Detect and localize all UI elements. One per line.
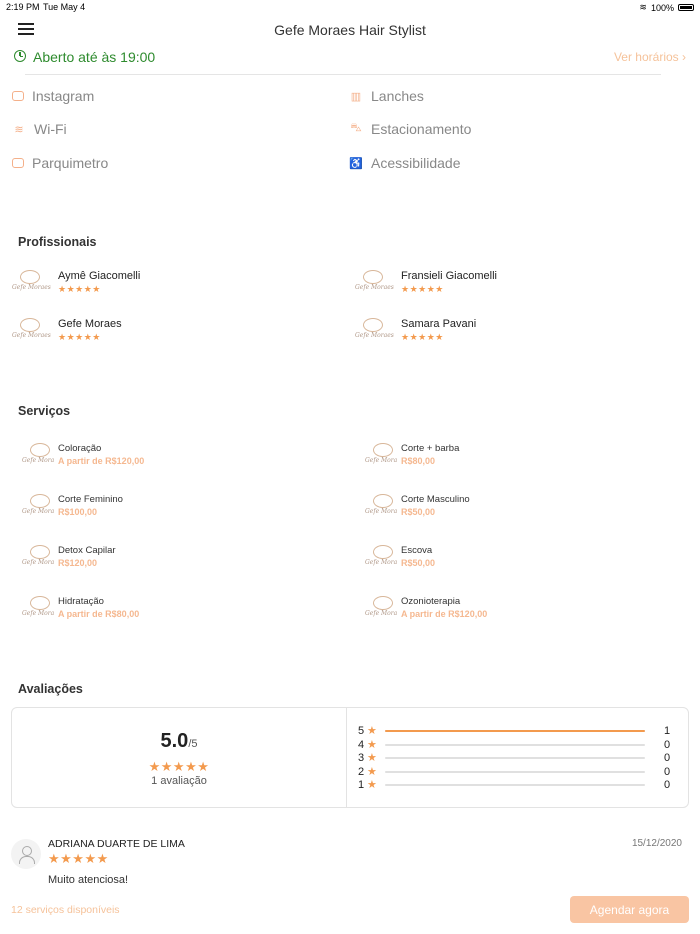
- amenity-parking-meter: Parquimetro: [12, 155, 108, 171]
- salon-logo: Gefe Moraes: [12, 318, 48, 344]
- nav-bar: [0, 14, 700, 46]
- professional-name: Samara Pavani: [401, 318, 477, 330]
- snacks-icon: ▥: [350, 90, 362, 103]
- rating-stars: ★★★★★: [148, 759, 210, 774]
- salon-logo: Gefe Mora: [365, 443, 401, 469]
- opening-hours: [14, 48, 686, 68]
- wifi-status-icon: ≋: [639, 2, 647, 12]
- service-name: Coloração: [58, 443, 102, 454]
- services-available-link[interactable]: 12 serviços disponíveis: [11, 904, 120, 916]
- rating-stars: ★★★★★: [401, 332, 444, 342]
- amenity-parking: ⛍ Estacionamento: [350, 121, 472, 137]
- professionals-title: Profissionais: [18, 235, 97, 249]
- review-date: 15/12/2020: [631, 838, 682, 849]
- service-price: R$50,00: [401, 558, 436, 568]
- amenity-accessibility: ♿ Acessibilidade: [349, 155, 461, 171]
- professional-name: Fransieli Giacomelli: [401, 270, 497, 282]
- status-time: 2:19 PM: [6, 2, 40, 12]
- star-icon: ★: [367, 779, 377, 791]
- rating-bar-2: 2 ★ 0: [358, 766, 671, 778]
- service-item[interactable]: [355, 494, 655, 524]
- service-item[interactable]: [355, 596, 655, 626]
- salon-logo: Gefe Moraes: [355, 318, 391, 344]
- service-item[interactable]: [355, 443, 655, 473]
- reviews-count: 1 avaliação: [151, 775, 207, 787]
- divider: [25, 74, 661, 75]
- amenity-instagram: Instagram: [12, 88, 94, 104]
- service-price: A partir de R$120,00: [401, 609, 488, 619]
- wallet-icon: [12, 158, 24, 168]
- professional-card[interactable]: [12, 270, 312, 300]
- service-item[interactable]: [12, 545, 312, 575]
- star-icon: ★: [367, 739, 377, 751]
- service-name: Ozonioterapia: [401, 596, 461, 607]
- salon-logo: Gefe Mora: [22, 443, 58, 469]
- see-hours-link[interactable]: Ver horários ›: [613, 50, 686, 64]
- amenity-snacks: ▥ Lanches: [350, 88, 424, 104]
- service-item[interactable]: [12, 596, 312, 626]
- service-price: R$80,00: [401, 456, 436, 466]
- rating-stars: ★★★★★: [58, 332, 101, 342]
- accessibility-icon: ♿: [349, 157, 363, 170]
- services-title: Serviços: [18, 404, 71, 418]
- service-price: R$120,00: [58, 558, 98, 568]
- rating-summary: [11, 707, 689, 808]
- car-icon: ⛍: [350, 122, 362, 134]
- ratings-title: Avaliações: [18, 682, 83, 696]
- salon-logo: Gefe Mora: [22, 494, 58, 520]
- service-name: Detox Capilar: [58, 545, 116, 556]
- clock-icon: [14, 50, 26, 62]
- salon-logo: Gefe Moraes: [355, 270, 391, 296]
- professional-name: Gefe Moraes: [58, 318, 122, 330]
- service-price: R$50,00: [401, 507, 436, 517]
- salon-logo: Gefe Mora: [365, 545, 401, 571]
- amenity-wifi: ≋ Wi-Fi: [12, 121, 67, 137]
- salon-logo: Gefe Moraes: [12, 270, 48, 296]
- rating-score-panel: [12, 708, 347, 807]
- salon-logo: Gefe Mora: [22, 596, 58, 622]
- rating-bar-1: 1 ★ 0: [358, 779, 671, 791]
- status-bar: [0, 0, 700, 14]
- service-item[interactable]: [355, 545, 655, 575]
- service-price: A partir de R$120,00: [58, 456, 145, 466]
- status-date: Tue May 4: [43, 2, 86, 12]
- wifi-icon: ≋: [14, 123, 24, 136]
- reviewer-name: ADRIANA DUARTE DE LIMA: [48, 838, 185, 850]
- avatar: [11, 839, 41, 869]
- rating-stars: ★★★★★: [58, 284, 101, 294]
- page-title: Gefe Moraes Hair Stylist: [274, 22, 426, 38]
- open-status: Aberto até às 19:00: [33, 49, 156, 65]
- instagram-icon: [12, 91, 24, 101]
- professional-card[interactable]: [12, 318, 312, 348]
- salon-logo: Gefe Mora: [365, 596, 401, 622]
- service-price: A partir de R$80,00: [58, 609, 140, 619]
- battery-percent: 100%: [650, 2, 674, 13]
- professional-name: Aymê Giacomelli: [58, 270, 141, 282]
- professional-card[interactable]: [355, 318, 655, 348]
- star-icon: ★: [367, 752, 377, 764]
- service-name: Corte Feminino: [58, 494, 123, 505]
- service-name: Corte Masculino: [401, 494, 470, 505]
- salon-logo: Gefe Mora: [365, 494, 401, 520]
- service-price: R$100,00: [58, 507, 98, 517]
- service-item[interactable]: [12, 443, 312, 473]
- rating-bar-3: 3 ★ 0: [358, 752, 671, 764]
- review-text: Muito atenciosa!: [48, 874, 129, 886]
- salon-logo: Gefe Mora: [22, 545, 58, 571]
- star-icon: ★: [367, 766, 377, 778]
- battery-icon: [678, 4, 694, 11]
- review-item: [11, 834, 691, 890]
- star-icon: ★: [367, 725, 377, 737]
- service-name: Corte + barba: [401, 443, 460, 454]
- service-name: Escova: [401, 545, 433, 556]
- service-name: Hidratação: [58, 596, 104, 607]
- rating-score: 5.0/5: [160, 730, 198, 752]
- rating-bar-5: 5 ★ 1: [358, 725, 671, 737]
- rating-stars: ★★★★★: [401, 284, 444, 294]
- book-now-button[interactable]: Agendar agora: [570, 896, 689, 923]
- professional-card[interactable]: [355, 270, 655, 300]
- review-stars: ★★★★★: [48, 851, 109, 866]
- rating-bar-4: 4 ★ 0: [358, 739, 671, 751]
- service-item[interactable]: [12, 494, 312, 524]
